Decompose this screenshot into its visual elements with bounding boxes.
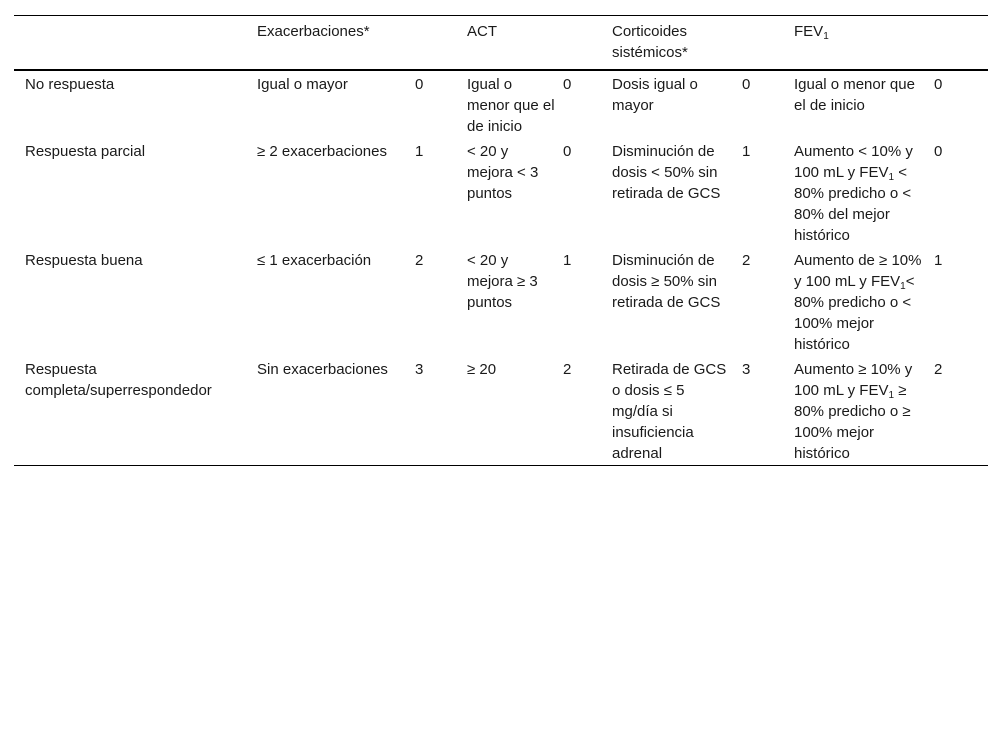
act-cell: ≥ 20 <box>467 361 497 378</box>
act-score: 0 <box>563 143 572 160</box>
exacerbations-score: 0 <box>415 76 424 93</box>
header-act-score <box>563 16 612 71</box>
fev1-cell: Igual o menor que el de inicio <box>794 76 915 114</box>
fev1-text-b: ≥ 80% predicho o ≥ 100% mejor histórico <box>794 382 911 462</box>
header-row <box>14 16 988 71</box>
header-fev1 <box>794 16 934 71</box>
header-exacerbations: Exacerbaciones* <box>257 23 370 40</box>
act-cell: Igual o menor que el de inicio <box>467 76 555 135</box>
fev1-subscript: 1 <box>888 172 895 183</box>
corticosteroids-cell: Dosis igual o mayor <box>612 76 698 114</box>
exacerbations-score: 2 <box>415 252 424 269</box>
corticosteroids-score: 0 <box>742 76 751 93</box>
fev1-cell <box>794 247 934 356</box>
corticosteroids-cell: Retirada de GCS o dosis ≤ 5 mg/día si insuficiencia adrenal <box>612 361 727 462</box>
table-header <box>14 16 988 71</box>
table-row <box>14 70 988 138</box>
header-act: ACT <box>467 23 497 40</box>
fev1-text-a: Aumento ≥ 10% y 100 mL y FEV <box>794 361 913 399</box>
fev1-score: 2 <box>934 361 943 378</box>
act-score: 0 <box>563 76 572 93</box>
fev1-base: FEV <box>794 23 824 40</box>
header-fev1-score <box>934 16 988 71</box>
exacerbations-cell: Igual o mayor <box>257 76 348 93</box>
row-label: Respuesta parcial <box>25 143 146 160</box>
response-criteria-table <box>14 15 988 466</box>
corticosteroids-cell: Disminución de dosis ≥ 50% sin retirada de GCS <box>612 252 721 311</box>
fev1-score: 0 <box>934 143 943 160</box>
act-score: 2 <box>563 361 572 378</box>
exacerbations-cell: Sin exacerbaciones <box>257 361 388 378</box>
act-cell: < 20 y mejora ≥ 3 puntos <box>467 252 538 311</box>
exacerbations-cell: ≤ 1 exacerbación <box>257 252 372 269</box>
fev1-text-b: < 80% predicho o < 80% del mejor histórico <box>794 164 912 244</box>
fev1-subscript: 1 <box>888 390 895 401</box>
row-label: No respuesta <box>25 76 115 93</box>
table-row <box>14 356 988 466</box>
exacerbations-score: 1 <box>415 143 424 160</box>
corticosteroids-score: 3 <box>742 361 751 378</box>
act-cell: < 20 y mejora < 3 puntos <box>467 143 539 202</box>
header-exacerbations-score <box>415 16 467 71</box>
corticosteroids-score: 2 <box>742 252 751 269</box>
exacerbations-score: 3 <box>415 361 424 378</box>
table-row <box>14 138 988 247</box>
header-corticosteroids: Corticoides sistémicos* <box>612 23 688 61</box>
exacerbations-cell: ≥ 2 exacerbaciones <box>257 143 387 160</box>
fev1-cell <box>794 356 934 466</box>
corticosteroids-score: 1 <box>742 143 751 160</box>
table-row <box>14 247 988 356</box>
corticosteroids-cell: Disminución de dosis < 50% sin retirada de GCS <box>612 143 721 202</box>
fev1-subscript: 1 <box>900 281 906 292</box>
fev1-cell <box>794 138 934 247</box>
act-score: 1 <box>563 252 572 269</box>
fev1-text-a: Aumento < 10% y 100 mL y FEV <box>794 143 913 181</box>
fev1-score: 0 <box>934 76 943 93</box>
fev1-score: 1 <box>934 252 943 269</box>
fev1-text-a: Aumento de ≥ 10% y 100 mL y FEV <box>794 252 922 290</box>
header-corticosteroids-score <box>742 16 794 71</box>
row-label: Respuesta completa/superrespondedor <box>25 361 212 399</box>
row-label: Respuesta buena <box>25 252 143 269</box>
header-criterion <box>14 16 257 71</box>
fev1-text-b: < 80% predicho o < 100% mejor histórico <box>794 273 915 353</box>
fev1-subscript: 1 <box>823 31 829 42</box>
table-body <box>14 70 988 466</box>
